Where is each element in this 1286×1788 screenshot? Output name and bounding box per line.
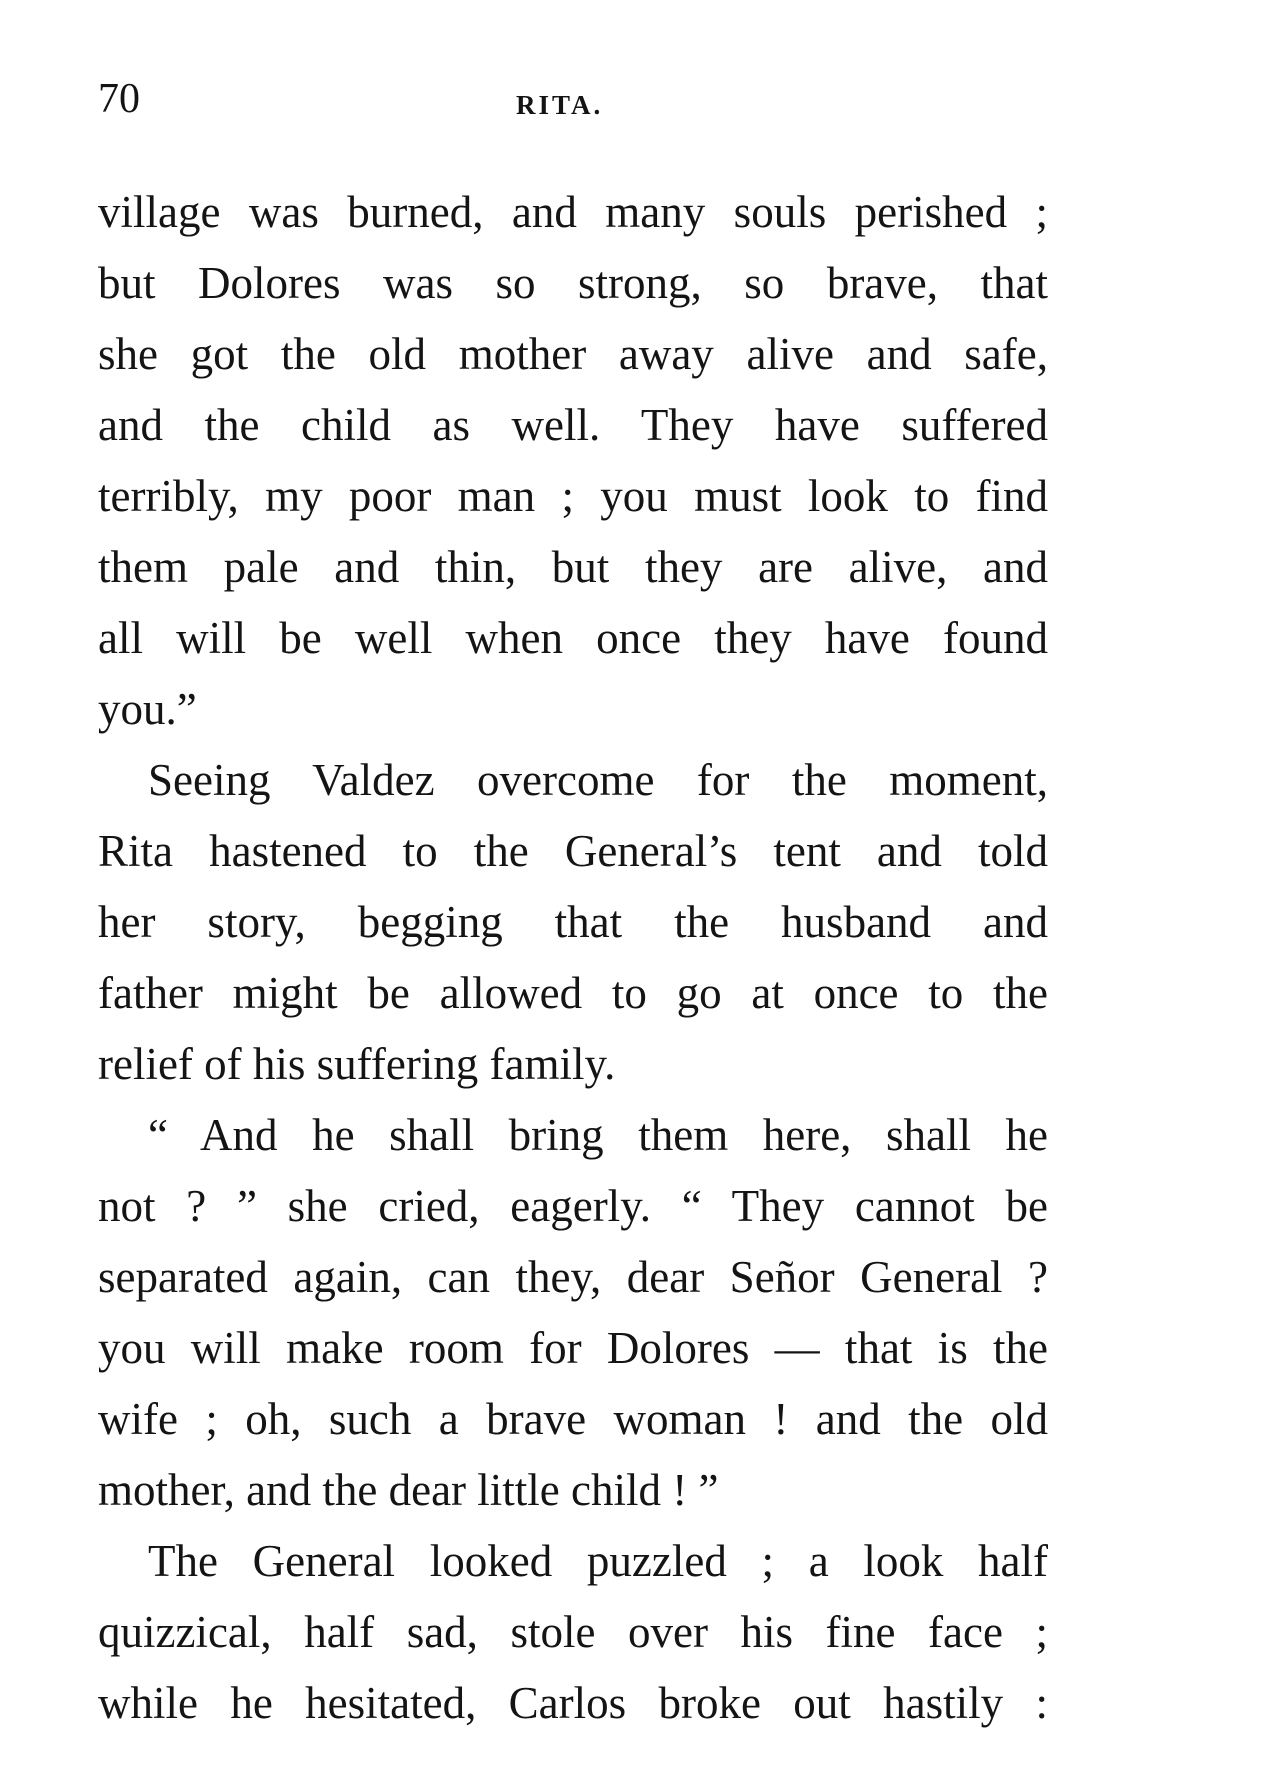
body-text (98, 177, 1048, 1739)
text-line: all will be well when once they have found (98, 613, 1048, 663)
text-line: her story, begging that the husband and (98, 897, 1048, 947)
page-number: 70 (98, 76, 140, 122)
text-line: terribly, my poor man ; you must look to find (98, 471, 1048, 521)
text-line: mother, and the dear little child ! ” (98, 1465, 719, 1515)
text-line: you will make room for Dolores — that is the (98, 1323, 1048, 1373)
text-line: father might be allowed to go at once to the (98, 968, 1048, 1018)
text-line: you.” (98, 684, 197, 734)
text-line: Rita hastened to the General’s tent and told (98, 826, 1048, 876)
text-line: quizzical, half sad, stole over his fine face ; (98, 1607, 1048, 1657)
text-line: separated again, can they, dear Señor General ? (98, 1252, 1048, 1302)
text-line: relief of his suffering family. (98, 1039, 616, 1089)
running-head: RITA. (516, 90, 604, 120)
text-line: The General looked puzzled ; a look half (148, 1536, 1048, 1586)
text-line: she got the old mother away alive and safe, (98, 329, 1048, 379)
text-line: and the child as well. They have suffered (98, 400, 1048, 450)
text-line: “ And he shall bring them here, shall he (148, 1110, 1048, 1160)
text-line: while he hesitated, Carlos broke out hastily : (98, 1678, 1048, 1728)
text-line: village was burned, and many souls perished ; (98, 187, 1048, 237)
text-line: them pale and thin, but they are alive, and (98, 542, 1048, 592)
text-line: Seeing Valdez overcome for the moment, (148, 755, 1048, 805)
page-header (98, 78, 1048, 138)
text-line: not ? ” she cried, eagerly. “ They cannot be (98, 1181, 1048, 1231)
text-line: but Dolores was so strong, so brave, that (98, 258, 1048, 308)
text-line: wife ; oh, such a brave woman ! and the old (98, 1394, 1048, 1444)
